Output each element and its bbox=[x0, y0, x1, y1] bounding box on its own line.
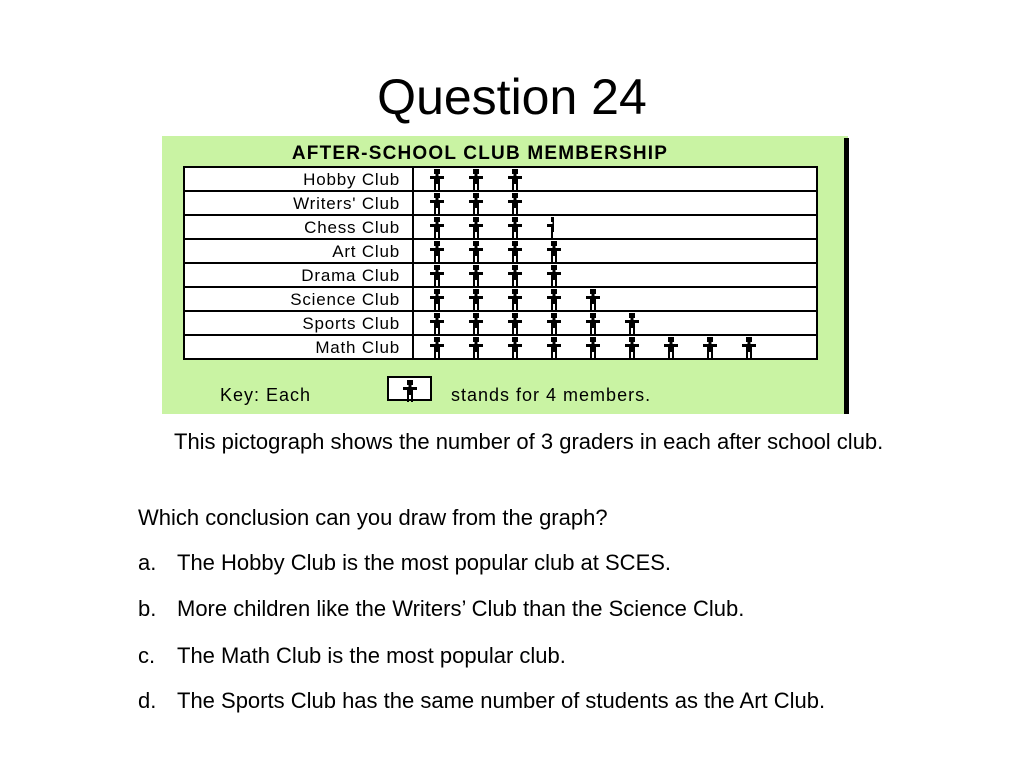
row-label: Science Club bbox=[290, 290, 400, 309]
choice-text: The Math Club is the most popular club. bbox=[177, 643, 566, 668]
slide-title: Question 24 bbox=[377, 69, 647, 125]
row-label: Chess Club bbox=[304, 218, 400, 237]
pictograph-svg bbox=[162, 136, 855, 414]
chart-right-border bbox=[844, 138, 849, 414]
intro-text: This pictograph shows the number of 3 graders in each after school club. bbox=[174, 429, 884, 454]
row-label: Sports Club bbox=[302, 314, 400, 333]
choice-c[interactable] bbox=[138, 641, 898, 671]
row-label: Art Club bbox=[332, 242, 400, 261]
chart-title: AFTER-SCHOOL CLUB MEMBERSHIP bbox=[291, 143, 669, 164]
choice-text: The Sports Club has the same number of students as the Art Club. bbox=[177, 688, 826, 713]
choice-text: More children like the Writers’ Club than the Science Club. bbox=[177, 596, 745, 621]
row-label: Hobby Club bbox=[303, 170, 400, 189]
pictograph-chart bbox=[162, 136, 855, 414]
row-label: Math Club bbox=[315, 338, 400, 357]
choice-d[interactable] bbox=[138, 686, 898, 716]
row-label: Drama Club bbox=[301, 266, 400, 285]
key-suffix-text: stands for 4 members. bbox=[451, 385, 652, 405]
row-label: Writers' Club bbox=[293, 194, 400, 213]
choice-letter: d. bbox=[138, 688, 157, 713]
choice-text: The Hobby Club is the most popular club at SCES. bbox=[177, 550, 672, 575]
choice-letter: a. bbox=[138, 550, 157, 575]
question-text: Which conclusion can you draw from the graph? bbox=[138, 505, 608, 530]
choice-letter: b. bbox=[138, 596, 157, 621]
choice-letter: c. bbox=[138, 643, 156, 668]
intro-paragraph bbox=[138, 427, 898, 457]
choice-a[interactable] bbox=[138, 548, 898, 578]
choice-b[interactable] bbox=[138, 594, 898, 624]
key-prefix-text: Key: Each bbox=[220, 385, 312, 405]
